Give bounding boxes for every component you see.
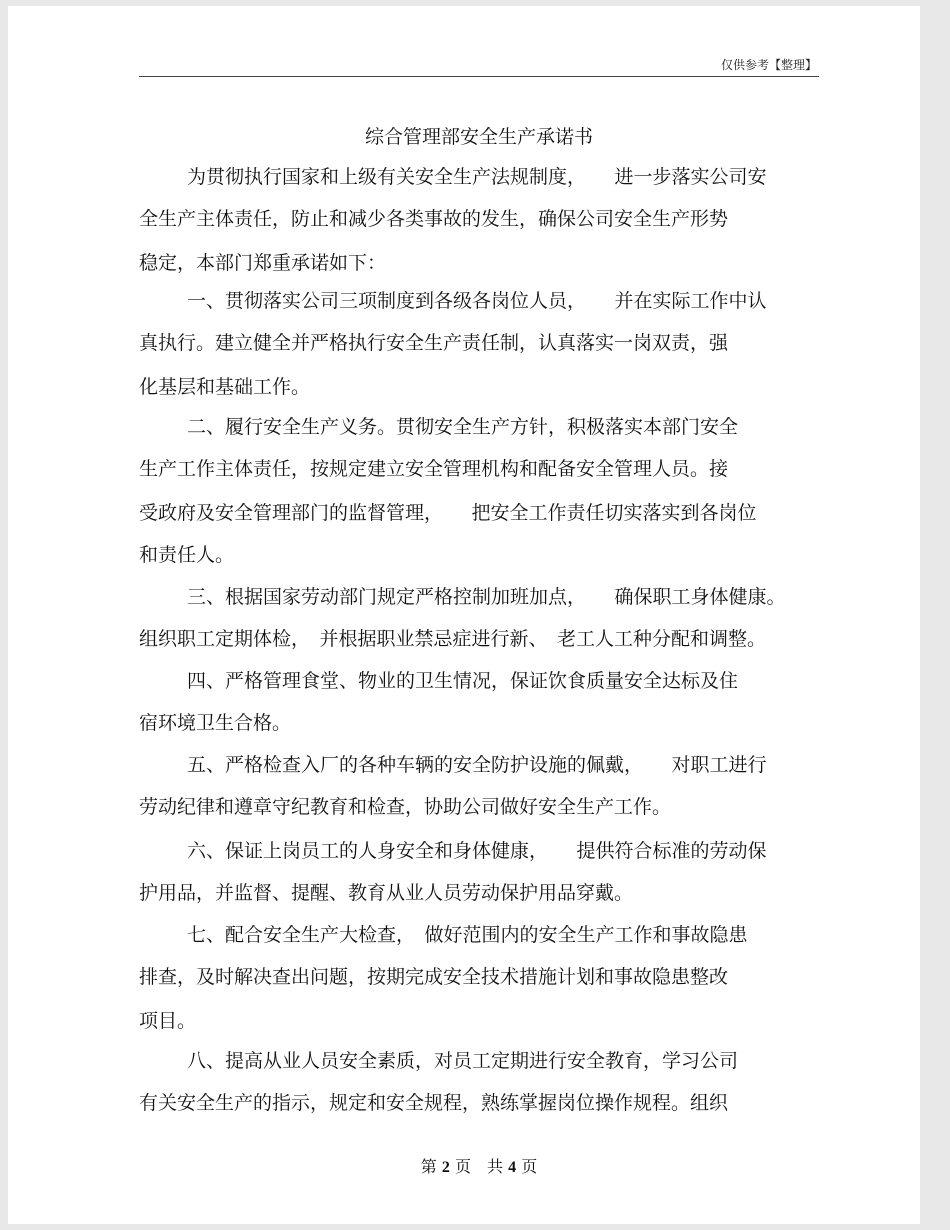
page-header: 仅供参考【整理】 [720,58,817,72]
text-line: 组织职工定期体检， 并根据职业禁忌症进行新、 老工人工种分配和调整。 [139,628,767,650]
document-page [8,6,920,1224]
text-line: 稳定，本部门郑重承诺如下： [139,252,387,274]
page-footer [139,1154,819,1177]
text-line: 排查，及时解决查出问题，按期完成安全技术措施计划和事故隐患整改 [139,966,729,988]
footer-suffix: 页 [521,1157,538,1176]
document-title: 综合管理部安全生产承诺书 [364,126,593,148]
text-line: 真执行。建立健全并严格执行安全生产责任制，认真落实一岗双责，强 [139,332,729,354]
text-line: 有关安全生产的指示，规定和安全规程，熟练掌握岗位操作规程。组织 [139,1092,729,1114]
text-line: 生产工作主体责任，按规定建立安全管理机构和配备安全管理人员。接 [139,458,729,480]
footer-middle: 页 共 [454,1157,503,1176]
text-line: 和责任人。 [139,544,235,566]
text-line: 化基层和基础工作。 [139,376,311,398]
total-page-count: 4 [508,1159,517,1176]
text-line: 五、严格检查入厂的各种车辆的安全防护设施的佩戴， 对职工进行 [187,754,767,776]
text-line: 全生产主体责任，防止和减少各类事故的发生，确保公司安全生产形势 [139,208,729,230]
current-page-number: 2 [441,1159,450,1176]
text-line: 二、履行安全生产义务。贯彻安全生产方针，积极落实本部门安全 [187,416,739,438]
text-line: 护用品，并监督、提醒、教育从业人员劳动保护用品穿戴。 [139,882,634,904]
text-line: 六、保证上岗员工的人身安全和身体健康， 提供符合标准的劳动保 [187,840,767,862]
text-line: 四、严格管理食堂、物业的卫生情况，保证饮食质量安全达标及住 [187,670,739,692]
text-line: 劳动纪律和遵章守纪教育和检查，协助公司做好安全生产工作。 [139,796,672,818]
text-line: 为贯彻执行国家和上级有关安全生产法规制度， 进一步落实公司安 [187,166,767,188]
text-line: 三、根据国家劳动部门规定严格控制加班加点， 确保职工身体健康。 [187,586,786,608]
footer-prefix: 第 [420,1157,437,1176]
header-rule [139,76,819,77]
text-line: 一、贯彻落实公司三项制度到各级各岗位人员， 并在实际工作中认 [187,290,767,312]
text-line: 七、配合安全生产大检查， 做好范围内的安全生产工作和事故隐患 [187,924,748,946]
text-line: 八、提高从业人员安全素质，对员工定期进行安全教育，学习公司 [187,1050,739,1072]
text-line: 项目。 [139,1010,197,1032]
text-line: 宿环境卫生合格。 [139,712,292,734]
text-line: 受政府及安全管理部门的监督管理， 把安全工作责任切实落实到各岗位 [139,502,757,524]
